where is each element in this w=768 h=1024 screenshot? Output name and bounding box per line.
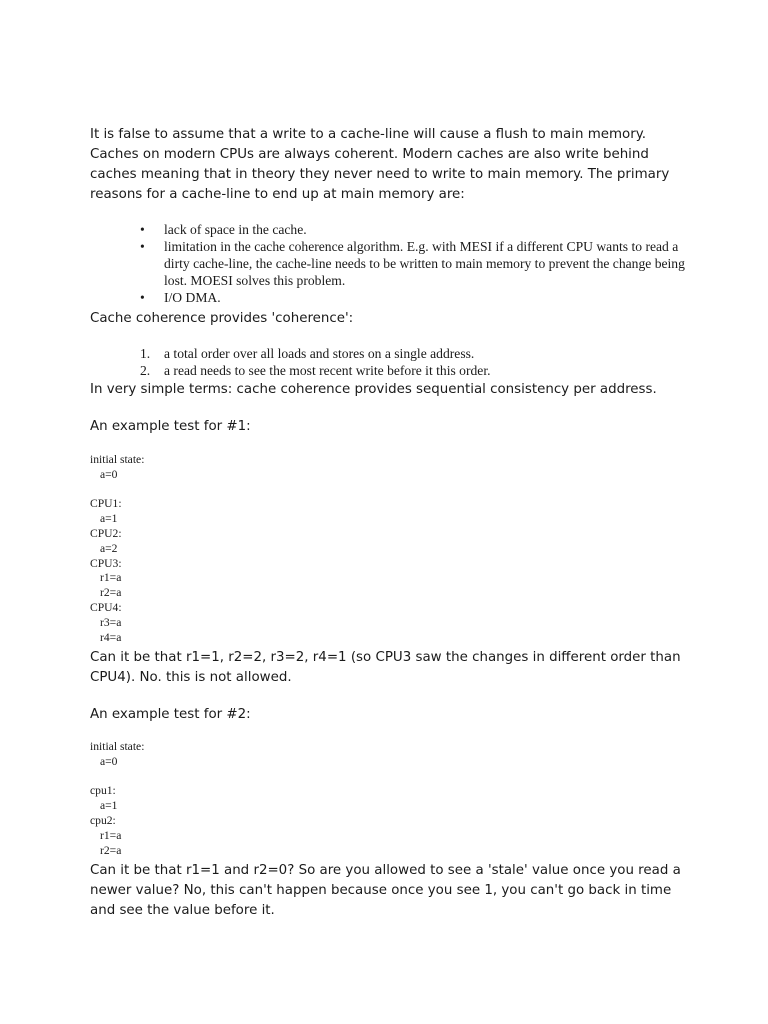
code-line: a=1 [100, 799, 118, 813]
list-item: • I/O DMA. [140, 289, 685, 306]
code-line: a=0 [100, 754, 118, 768]
test2-question: Can it be that r1=1 and r2=0? So are you allowed to see a 'stale' value once you read a newer value? No, this can't happen because once you see 1, you can't go back in time and see the value before it. [90, 863, 681, 918]
list-text: a read needs to see the most recent write before it this order. [164, 363, 491, 378]
test1-question: Can it be that r1=1, r2=2, r3=2, r4=1 (so CPU3 saw the changes in different order than CPU4). No. this is not allowed. [90, 650, 681, 685]
code-line: CPU4: [90, 600, 122, 614]
code-line: initial state: [90, 740, 145, 753]
code-blank-line [90, 770, 690, 785]
list-number: 2. [140, 363, 151, 378]
code-line: a=0 [100, 467, 118, 481]
code-line: a=2 [100, 541, 118, 555]
intro-paragraph: It is false to assume that a write to a cache-line will cause a flush to main memory. Caches on modern CPUs are always coherent. Modern caches are also write behind caches meaning that in theory they never need to write to main memory. The primary reasons for a cache-line to end up at main memory are: [90, 127, 670, 202]
code-line: cpu1: [90, 784, 116, 798]
code-line: CPU2: [90, 526, 122, 540]
code-line: r3=a [100, 615, 122, 629]
code-line: CPU3: [90, 556, 122, 570]
list-item: • limitation in the cache coherence algorithm. E.g. with MESI if a different CPU wants to read a dirty cache-line, the cache-line needs to be written to main memory to prevent the change being lost. MOESI solves this problem. [140, 238, 685, 289]
list-text: a total order over all loads and stores on a single address. [164, 346, 475, 361]
test1-heading: An example test for #1: [90, 419, 251, 434]
code-line: r1=a [100, 828, 122, 842]
list-number: 1. [140, 346, 151, 361]
reasons-list [140, 221, 685, 306]
code-line: CPU1: [90, 497, 122, 511]
list-item: • lack of space in the cache. [140, 221, 685, 238]
code-line: initial state: [90, 453, 145, 466]
code-line: cpu2: [90, 813, 116, 827]
code-blank-line [90, 483, 690, 498]
test2-heading: An example test for #2: [90, 707, 251, 722]
test1-code-block [90, 453, 690, 645]
code-line: r4=a [100, 630, 122, 644]
list-item [140, 362, 685, 379]
code-line: r2=a [100, 586, 122, 600]
list-item [140, 345, 685, 362]
coherence-list [140, 345, 685, 379]
coherence-heading: Cache coherence provides 'coherence': [90, 311, 354, 326]
code-line: r1=a [100, 571, 122, 585]
simple-terms-paragraph: In very simple terms: cache coherence provides sequential consistency per address. [90, 382, 657, 397]
test2-code-block [90, 740, 690, 858]
code-line: a=1 [100, 512, 118, 526]
code-line: r2=a [100, 843, 122, 857]
